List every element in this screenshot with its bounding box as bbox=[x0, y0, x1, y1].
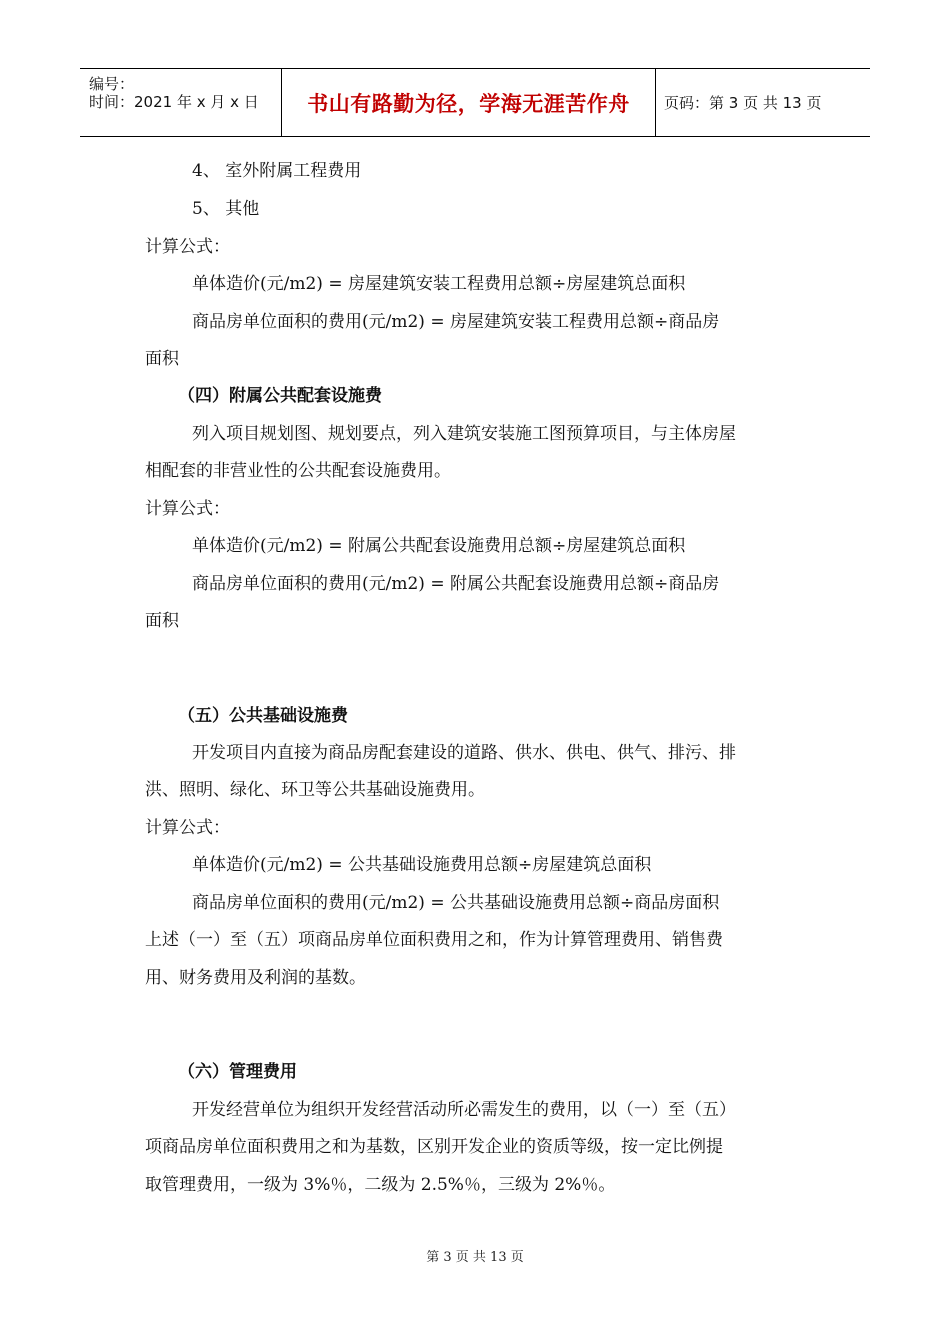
document-number-label: 编号： bbox=[89, 75, 135, 93]
section-heading: （四）附属公共配套设施费 bbox=[178, 386, 382, 406]
paragraph-line: 开发项目内直接为商品房配套建设的道路、供水、供电、供气、排污、排 bbox=[192, 743, 736, 763]
header-page-info bbox=[655, 69, 870, 136]
list-item: 5、 其他 bbox=[192, 199, 260, 219]
formula-label: 计算公式： bbox=[145, 499, 230, 519]
header-motto bbox=[281, 69, 656, 136]
formula-line: 单体造价(元/m2) = 房屋建筑安装工程费用总额÷房屋建筑总面积 bbox=[192, 274, 686, 294]
paragraph-line: 洪、照明、绿化、环卫等公共基础设施费用。 bbox=[145, 780, 485, 800]
formula-line: 单体造价(元/m2) = 公共基础设施费用总额÷房屋建筑总面积 bbox=[192, 855, 652, 875]
formula-line: 商品房单位面积的费用(元/m2) = 附属公共配套设施费用总额÷商品房 bbox=[192, 574, 720, 594]
formula-line: 商品房单位面积的费用(元/m2) = 房屋建筑安装工程费用总额÷商品房 bbox=[192, 312, 720, 332]
page-info-text: 页码：第 3 页 共 13 页 bbox=[664, 94, 822, 112]
footer-page-number: 第 3 页 共 13 页 bbox=[426, 1250, 524, 1265]
section-heading: （五）公共基础设施费 bbox=[178, 706, 348, 726]
paragraph-line: 开发经营单位为组织开发经营活动所必需发生的费用，以（一）至（五） bbox=[192, 1100, 736, 1120]
formula-label: 计算公式： bbox=[145, 818, 230, 838]
document-date: 时间：2021 年 x 月 x 日 bbox=[89, 93, 259, 111]
page-header bbox=[80, 68, 870, 137]
paragraph-line: 项商品房单位面积费用之和为基数，区别开发企业的资质等级，按一定比例提 bbox=[145, 1137, 723, 1157]
formula-line: 商品房单位面积的费用(元/m2) = 公共基础设施费用总额÷商品房面积 bbox=[192, 893, 720, 913]
paragraph-line: 上述（一）至（五）项商品房单位面积费用之和，作为计算管理费用、销售费 bbox=[145, 930, 723, 950]
motto-text: 书山有路勤为径，学海无涯苦作舟 bbox=[307, 91, 630, 116]
paragraph-line: 相配套的非营业性的公共配套设施费用。 bbox=[145, 461, 451, 481]
paragraph-line: 用、财务费用及利润的基数。 bbox=[145, 968, 366, 988]
page-footer bbox=[0, 1246, 950, 1265]
header-meta bbox=[80, 69, 281, 136]
paragraph-line: 列入项目规划图、规划要点，列入建筑安装施工图预算项目，与主体房屋 bbox=[192, 424, 736, 444]
section-heading: （六）管理费用 bbox=[178, 1062, 297, 1082]
list-item: 4、 室外附属工程费用 bbox=[192, 161, 362, 181]
formula-line-continued: 面积 bbox=[145, 611, 179, 631]
formula-line: 单体造价(元/m2) = 附属公共配套设施费用总额÷房屋建筑总面积 bbox=[192, 536, 686, 556]
formula-label: 计算公式： bbox=[145, 237, 230, 257]
formula-line-continued: 面积 bbox=[145, 349, 179, 369]
paragraph-line: 取管理费用，一级为 3%％，二级为 2.5%％，三级为 2%％。 bbox=[145, 1175, 616, 1195]
